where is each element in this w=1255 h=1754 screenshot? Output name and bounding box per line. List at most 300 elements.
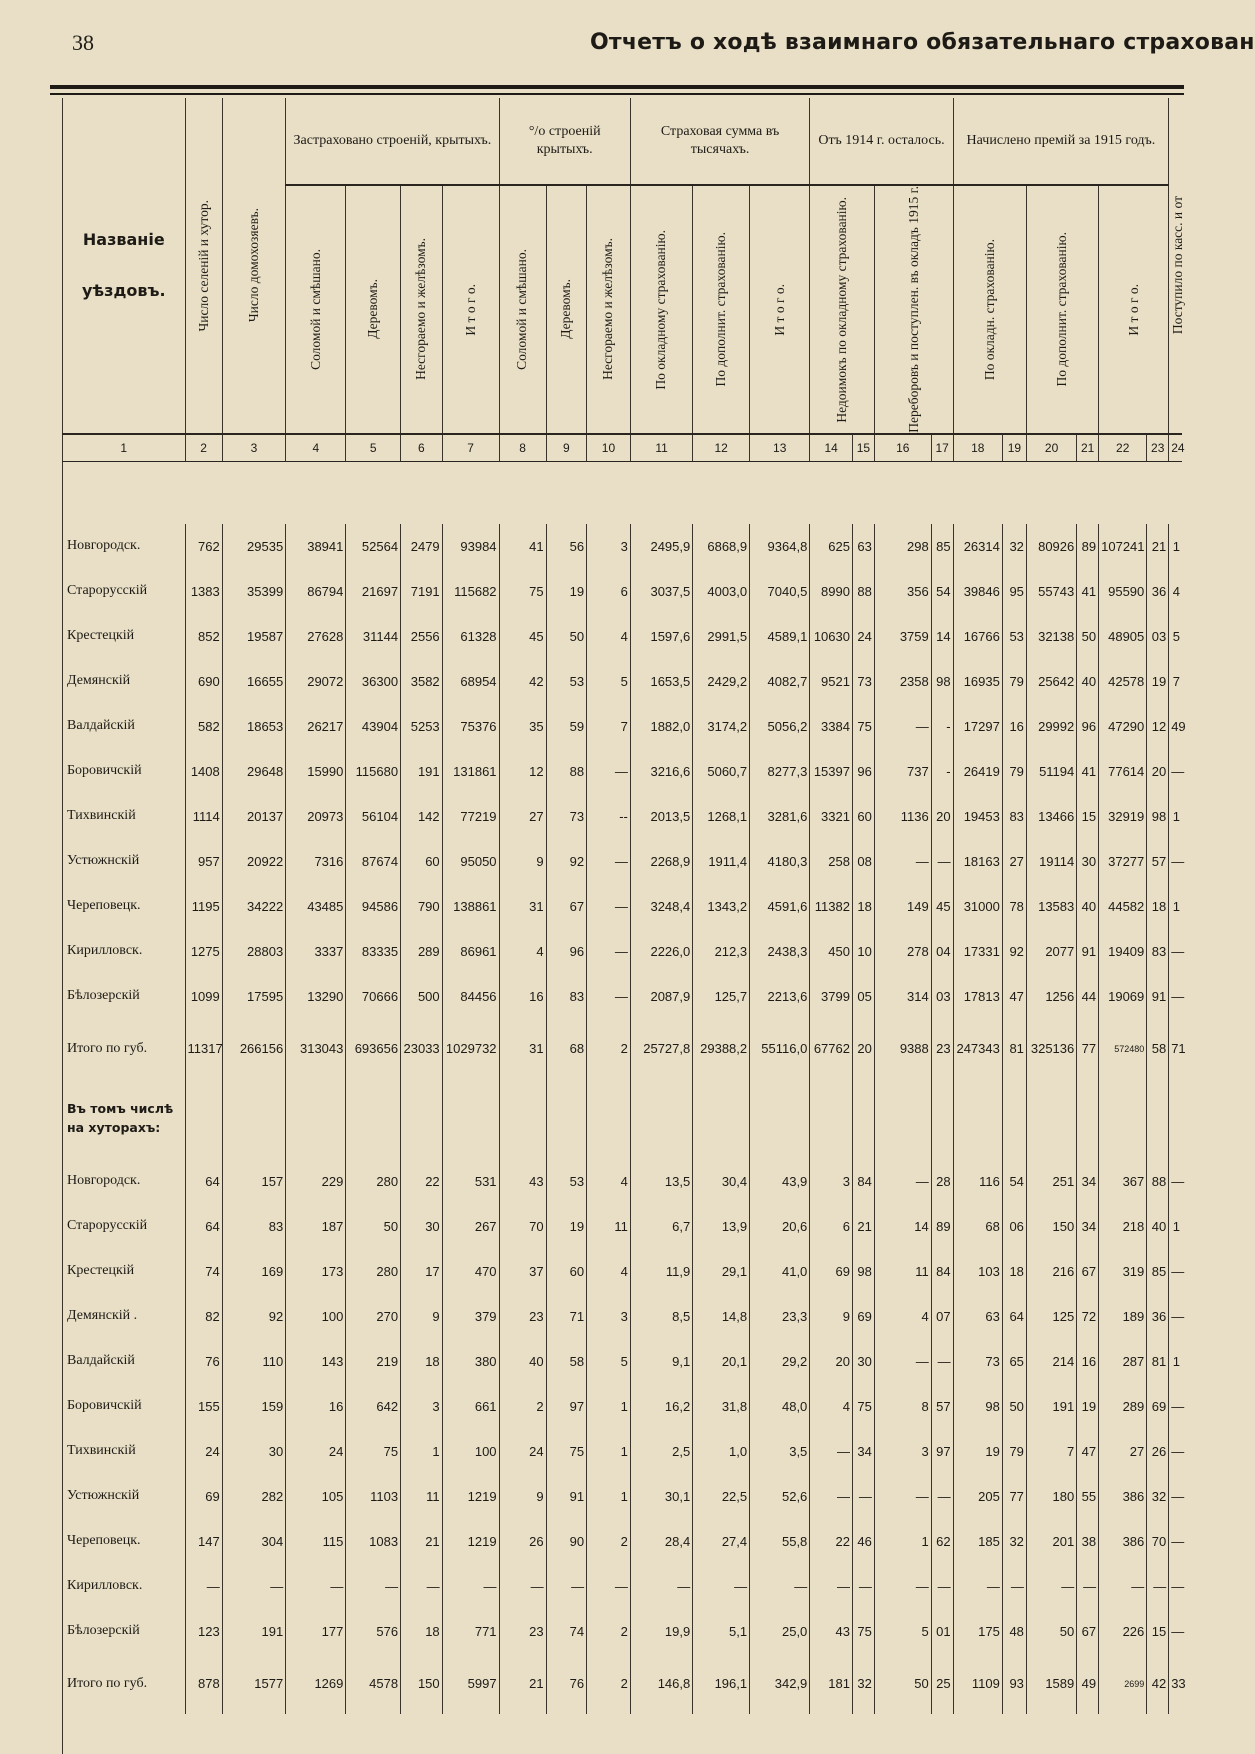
cell-c8: 23 [499, 1294, 546, 1339]
cell-c10: 6 [587, 569, 631, 614]
cell-c18: 17813 [953, 974, 1002, 1019]
cell-c16: 8 [874, 1384, 931, 1429]
header-c14: Недоимокъ по окладному страхованію. [810, 185, 875, 434]
cell-c4: 313043 [286, 1019, 346, 1079]
header-group-sum: Страховая сумма въ тысячахъ. [630, 98, 809, 185]
cell-c7: 661 [442, 1384, 499, 1429]
cell-c8: 40 [499, 1339, 546, 1384]
cell-c11: 2087,9 [630, 974, 692, 1019]
cell-c22: 27 [1099, 1429, 1147, 1474]
cell-c21: 44 [1077, 974, 1099, 1019]
table-row [63, 524, 1183, 569]
cell-c5: 75 [346, 1429, 401, 1474]
cell-c11: 1882,0 [630, 704, 692, 749]
cell-c14: 9521 [810, 659, 853, 704]
cell-c14: 69 [810, 1249, 853, 1294]
cell-c21: 19 [1077, 1384, 1099, 1429]
cell-c16: 149 [874, 884, 931, 929]
cell-c18: 63 [953, 1294, 1002, 1339]
district-name-cell: Боровичскій [63, 1384, 186, 1429]
cell-c9: 73 [546, 794, 586, 839]
cell-c8: 24 [499, 1429, 546, 1474]
cell-c6: 500 [401, 974, 443, 1019]
cell-c20: 216 [1026, 1249, 1076, 1294]
cell-c24: — [1169, 1609, 1182, 1654]
cell-c18: 73 [953, 1339, 1002, 1384]
cell-c4: 173 [286, 1249, 346, 1294]
cell-c3: 28803 [222, 929, 285, 974]
cell-c11: 2,5 [630, 1429, 692, 1474]
cell-c8: 26 [499, 1519, 546, 1564]
cell-c24: 1 [1169, 1339, 1182, 1384]
cell-c5: 83335 [346, 929, 401, 974]
cell-c14: — [810, 1474, 853, 1519]
cell-c3: 29535 [222, 524, 285, 569]
cell-c4: 105 [286, 1474, 346, 1519]
district-name-cell: Демянскій . [63, 1294, 186, 1339]
cell-c20: — [1026, 1564, 1076, 1609]
cell-c13: 4591,6 [750, 884, 810, 929]
cell-c19: 32 [1002, 524, 1026, 569]
header-c20: По дополнит. страхованію. [1026, 185, 1098, 434]
cell-c6: 5253 [401, 704, 443, 749]
cell-c3: 266156 [222, 1019, 285, 1079]
header-c12: По дополнит. страхованію. [693, 185, 750, 434]
table-row [63, 884, 1183, 929]
header-c4: Соломой и смѣшано. [286, 185, 346, 434]
cell-c18: 39846 [953, 569, 1002, 614]
cell-c21: 47 [1077, 1429, 1099, 1474]
cell-c24: — [1169, 839, 1182, 884]
cell-c21: 41 [1077, 749, 1099, 794]
cell-c2: 1099 [185, 974, 222, 1019]
cell-c11: 16,2 [630, 1384, 692, 1429]
cell-c20: 150 [1026, 1204, 1076, 1249]
cell-c4: 7316 [286, 839, 346, 884]
cell-c12: 20,1 [693, 1339, 750, 1384]
subsection-title: Въ томъ числѣ на хуторахъ: [67, 1100, 174, 1135]
cell-c24: 1 [1169, 794, 1182, 839]
column-number: 10 [587, 434, 631, 462]
cell-c8: 42 [499, 659, 546, 704]
cell-c9: 92 [546, 839, 586, 884]
cell-c21: 67 [1077, 1249, 1099, 1294]
cell-c17: — [931, 1564, 953, 1609]
cell-c15: 60 [852, 794, 874, 839]
cell-c6: 22 [401, 1159, 443, 1204]
cell-c8: 31 [499, 884, 546, 929]
cell-c21: 38 [1077, 1519, 1099, 1564]
empty-cell [222, 1079, 285, 1159]
cell-c13: 20,6 [750, 1204, 810, 1249]
district-name-cell: Итого по губ. [63, 1654, 186, 1714]
cell-c7: 75376 [442, 704, 499, 749]
cell-c14: 67762 [810, 1019, 853, 1079]
cell-c7: 138861 [442, 884, 499, 929]
cell-c3: 35399 [222, 569, 285, 614]
cell-c5: 52564 [346, 524, 401, 569]
cell-c21: 30 [1077, 839, 1099, 884]
cell-c15: 63 [852, 524, 874, 569]
cell-c21: 49 [1077, 1654, 1099, 1714]
header-group-1914: Отъ 1914 г. осталось. [810, 98, 953, 185]
running-title: Отчетъ о ходѣ взаимнаго обязательнаго страхован [590, 30, 1255, 55]
cell-c13: 43,9 [750, 1159, 810, 1204]
cell-c10: 7 [587, 704, 631, 749]
cell-c2: 690 [185, 659, 222, 704]
cell-c14: 3384 [810, 704, 853, 749]
column-number: 15 [852, 434, 874, 462]
header-c10: Несгораемо и желѣзомъ. [587, 185, 631, 434]
cell-c12: 1911,4 [693, 839, 750, 884]
district-name-cell: Боровичскій [63, 749, 186, 794]
farm-table-row [63, 1204, 1183, 1249]
cell-c18: 26419 [953, 749, 1002, 794]
table-row [63, 569, 1183, 614]
cell-c18: 1109 [953, 1654, 1002, 1714]
cell-c15: 75 [852, 1384, 874, 1429]
cell-c6: 11 [401, 1474, 443, 1519]
cell-c12: 29388,2 [693, 1019, 750, 1079]
cell-c15: 21 [852, 1204, 874, 1249]
cell-c20: 29992 [1026, 704, 1076, 749]
cell-c11: 25727,8 [630, 1019, 692, 1079]
cell-c15: 30 [852, 1339, 874, 1384]
cell-c6: — [401, 1564, 443, 1609]
cell-c6: 3 [401, 1384, 443, 1429]
column-number: 19 [1002, 434, 1026, 462]
cell-c10: 4 [587, 1249, 631, 1294]
cell-c6: 790 [401, 884, 443, 929]
cell-c23: 03 [1147, 614, 1169, 659]
cell-c15: 10 [852, 929, 874, 974]
cell-c6: 18 [401, 1609, 443, 1654]
cell-c2: — [185, 1564, 222, 1609]
table-row [63, 659, 1183, 704]
cell-c6: 3582 [401, 659, 443, 704]
cell-c15: 08 [852, 839, 874, 884]
cell-c12: 4003,0 [693, 569, 750, 614]
cell-c8: 41 [499, 524, 546, 569]
empty-cell [587, 1079, 631, 1159]
cell-c17: 54 [931, 569, 953, 614]
cell-c12: 2991,5 [693, 614, 750, 659]
cell-c16: — [874, 839, 931, 884]
cell-c9: 74 [546, 1609, 586, 1654]
column-number: 12 [693, 434, 750, 462]
cell-c21: 77 [1077, 1019, 1099, 1079]
cell-c20: 19114 [1026, 839, 1076, 884]
header-c7: И т о г о. [442, 185, 499, 434]
cell-c7: 61328 [442, 614, 499, 659]
cell-c16: — [874, 704, 931, 749]
cell-c18: 68 [953, 1204, 1002, 1249]
cell-c12: 212,3 [693, 929, 750, 974]
column-number: 24 [1169, 434, 1182, 462]
cell-c16: 5 [874, 1609, 931, 1654]
cell-c23: 20 [1147, 749, 1169, 794]
cell-c13: 3281,6 [750, 794, 810, 839]
column-number: 9 [546, 434, 586, 462]
header-name-line1: Названіе [82, 230, 165, 250]
cell-c22: 37277 [1099, 839, 1147, 884]
cell-c17: 98 [931, 659, 953, 704]
cell-c12: 1268,1 [693, 794, 750, 839]
cell-c15: — [852, 1474, 874, 1519]
cell-c14: 22 [810, 1519, 853, 1564]
cell-c7: 68954 [442, 659, 499, 704]
cell-c12: 3174,2 [693, 704, 750, 749]
cell-c14: 450 [810, 929, 853, 974]
cell-c14: 625 [810, 524, 853, 569]
cell-c7: 1219 [442, 1474, 499, 1519]
cell-c21: 91 [1077, 929, 1099, 974]
cell-c8: 27 [499, 794, 546, 839]
cell-c6: 191 [401, 749, 443, 794]
cell-c24: — [1169, 1249, 1182, 1294]
farm-table-row [63, 1249, 1183, 1294]
cell-c7: 84456 [442, 974, 499, 1019]
cell-c15: 18 [852, 884, 874, 929]
district-name-cell: Валдайскій [63, 1339, 186, 1384]
district-name-cell: Устюжнскій [63, 1474, 186, 1519]
cell-c24: 1 [1169, 1204, 1182, 1249]
cell-c23: 83 [1147, 929, 1169, 974]
cell-c20: 7 [1026, 1429, 1076, 1474]
farm-table-row [63, 1609, 1183, 1654]
cell-c2: 852 [185, 614, 222, 659]
cell-c14: 6 [810, 1204, 853, 1249]
cell-c7: 771 [442, 1609, 499, 1654]
statistics-table [62, 98, 1186, 1754]
cell-c22: 287 [1099, 1339, 1147, 1384]
farm-table-row [63, 1519, 1183, 1564]
cell-c10: 1 [587, 1429, 631, 1474]
cell-c19: 16 [1002, 704, 1026, 749]
district-name-cell: Бѣлозерскій [63, 1609, 186, 1654]
empty-cell [693, 1079, 750, 1159]
cell-c13: 2213,6 [750, 974, 810, 1019]
cell-c4: 229 [286, 1159, 346, 1204]
cell-c4: 143 [286, 1339, 346, 1384]
cell-c19: 32 [1002, 1519, 1026, 1564]
cell-c23: 91 [1147, 974, 1169, 1019]
cell-c18: 103 [953, 1249, 1002, 1294]
cell-c7: 1029732 [442, 1019, 499, 1079]
farm-table-row [63, 1159, 1183, 1204]
cell-c5: 31144 [346, 614, 401, 659]
cell-c16: 3 [874, 1429, 931, 1474]
cell-c17: 85 [931, 524, 953, 569]
cell-c19: 77 [1002, 1474, 1026, 1519]
cell-c9: 50 [546, 614, 586, 659]
cell-c2: 11317 [185, 1019, 222, 1079]
cell-c7: 131861 [442, 749, 499, 794]
cell-c23: 81 [1147, 1339, 1169, 1384]
column-number: 22 [1099, 434, 1147, 462]
cell-c7: 95050 [442, 839, 499, 884]
cell-c10: 11 [587, 1204, 631, 1249]
cell-c16: 50 [874, 1654, 931, 1714]
cell-c2: 957 [185, 839, 222, 884]
cell-c11: 6,7 [630, 1204, 692, 1249]
cell-c2: 147 [185, 1519, 222, 1564]
cell-c21: 41 [1077, 569, 1099, 614]
cell-c4: 187 [286, 1204, 346, 1249]
cell-c3: 34222 [222, 884, 285, 929]
cell-c16: — [874, 1564, 931, 1609]
cell-c17: 20 [931, 794, 953, 839]
cell-c20: 1256 [1026, 974, 1076, 1019]
cell-c23: — [1147, 1564, 1169, 1609]
cell-c18: 175 [953, 1609, 1002, 1654]
column-number: 1 [63, 434, 186, 462]
cell-c12: 5,1 [693, 1609, 750, 1654]
cell-c17: 04 [931, 929, 953, 974]
cell-c24: — [1169, 974, 1182, 1019]
column-number: 8 [499, 434, 546, 462]
cell-c19: 53 [1002, 614, 1026, 659]
cell-c22: 42578 [1099, 659, 1147, 704]
cell-c8: 43 [499, 1159, 546, 1204]
cell-c7: 115682 [442, 569, 499, 614]
cell-c22: — [1099, 1564, 1147, 1609]
cell-c10: 3 [587, 1294, 631, 1339]
cell-c9: 88 [546, 749, 586, 794]
cell-c12: 22,5 [693, 1474, 750, 1519]
cell-c3: 110 [222, 1339, 285, 1384]
column-number: 6 [401, 434, 443, 462]
cell-c13: 5056,2 [750, 704, 810, 749]
cell-c19: 95 [1002, 569, 1026, 614]
cell-c9: 56 [546, 524, 586, 569]
cell-c11: 11,9 [630, 1249, 692, 1294]
column-number: 16 [874, 434, 931, 462]
cell-c17: 45 [931, 884, 953, 929]
cell-c16: 737 [874, 749, 931, 794]
district-name-cell: Итого по губ. [63, 1019, 186, 1079]
cell-c5: 4578 [346, 1654, 401, 1714]
cell-c23: 21 [1147, 524, 1169, 569]
cell-c11: 2013,5 [630, 794, 692, 839]
cell-c20: 214 [1026, 1339, 1076, 1384]
column-number: 7 [442, 434, 499, 462]
cell-c11: 1653,5 [630, 659, 692, 704]
cell-c17: 28 [931, 1159, 953, 1204]
cell-c11: 9,1 [630, 1339, 692, 1384]
cell-c12: 5060,7 [693, 749, 750, 794]
empty-cell [630, 1079, 692, 1159]
cell-c22: 19069 [1099, 974, 1147, 1019]
cell-c24: 1 [1169, 884, 1182, 929]
cell-c22: 2699 [1099, 1654, 1147, 1714]
cell-c16: 314 [874, 974, 931, 1019]
cell-c18: 18163 [953, 839, 1002, 884]
cell-c9: 60 [546, 1249, 586, 1294]
cell-c24: 4 [1169, 569, 1182, 614]
cell-c3: — [222, 1564, 285, 1609]
cell-c14: — [810, 1564, 853, 1609]
cell-c13: 7040,5 [750, 569, 810, 614]
cell-c12: 29,1 [693, 1249, 750, 1294]
district-name-cell: Череповецк. [63, 884, 186, 929]
cell-c9: 83 [546, 974, 586, 1019]
cell-c2: 878 [185, 1654, 222, 1714]
cell-c21: 40 [1077, 884, 1099, 929]
cell-c17: — [931, 839, 953, 884]
cell-c22: 319 [1099, 1249, 1147, 1294]
cell-c4: 13290 [286, 974, 346, 1019]
cell-c19: 79 [1002, 1429, 1026, 1474]
cell-c5: 693656 [346, 1019, 401, 1079]
empty-cell [810, 1079, 853, 1159]
cell-c20: 125 [1026, 1294, 1076, 1339]
cell-c6: 30 [401, 1204, 443, 1249]
column-number: 20 [1026, 434, 1076, 462]
header-rule [50, 85, 1184, 89]
cell-c8: 9 [499, 1474, 546, 1519]
cell-c11: 13,5 [630, 1159, 692, 1204]
column-number: 4 [286, 434, 346, 462]
cell-c19: 79 [1002, 749, 1026, 794]
cell-c4: 29072 [286, 659, 346, 704]
column-number: 3 [222, 434, 285, 462]
cell-c22: 189 [1099, 1294, 1147, 1339]
cell-c23: 19 [1147, 659, 1169, 704]
cell-c11: 2268,9 [630, 839, 692, 884]
cell-c5: 50 [346, 1204, 401, 1249]
empty-cell [499, 1079, 546, 1159]
cell-c12: 2429,2 [693, 659, 750, 704]
cell-c23: 12 [1147, 704, 1169, 749]
cell-c13: 4180,3 [750, 839, 810, 884]
cell-c11: 8,5 [630, 1294, 692, 1339]
cell-c14: 43 [810, 1609, 853, 1654]
empty-cell [874, 1079, 931, 1159]
cell-c12: 196,1 [693, 1654, 750, 1714]
cell-c7: 379 [442, 1294, 499, 1339]
empty-cell [1026, 1079, 1076, 1159]
cell-c13: 52,6 [750, 1474, 810, 1519]
cell-c5: 56104 [346, 794, 401, 839]
cell-c19: 50 [1002, 1384, 1026, 1429]
cell-c23: 85 [1147, 1249, 1169, 1294]
cell-c16: 9388 [874, 1019, 931, 1079]
cell-c19: 83 [1002, 794, 1026, 839]
cell-c8: 9 [499, 839, 546, 884]
cell-c18: 116 [953, 1159, 1002, 1204]
cell-c21: 34 [1077, 1204, 1099, 1249]
cell-c7: 380 [442, 1339, 499, 1384]
column-number: 11 [630, 434, 692, 462]
cell-c6: 60 [401, 839, 443, 884]
cell-c13: 9364,8 [750, 524, 810, 569]
cell-c12: 125,7 [693, 974, 750, 1019]
cell-c7: 531 [442, 1159, 499, 1204]
cell-c19: 64 [1002, 1294, 1026, 1339]
empty-cell [401, 1079, 443, 1159]
cell-c10: — [587, 974, 631, 1019]
cell-c14: 11382 [810, 884, 853, 929]
cell-c3: 159 [222, 1384, 285, 1429]
cell-c16: 4 [874, 1294, 931, 1339]
cell-c14: 10630 [810, 614, 853, 659]
table-row [63, 614, 1183, 659]
cell-c20: 32138 [1026, 614, 1076, 659]
cell-c21: 16 [1077, 1339, 1099, 1384]
cell-c3: 83 [222, 1204, 285, 1249]
cell-c8: 45 [499, 614, 546, 659]
